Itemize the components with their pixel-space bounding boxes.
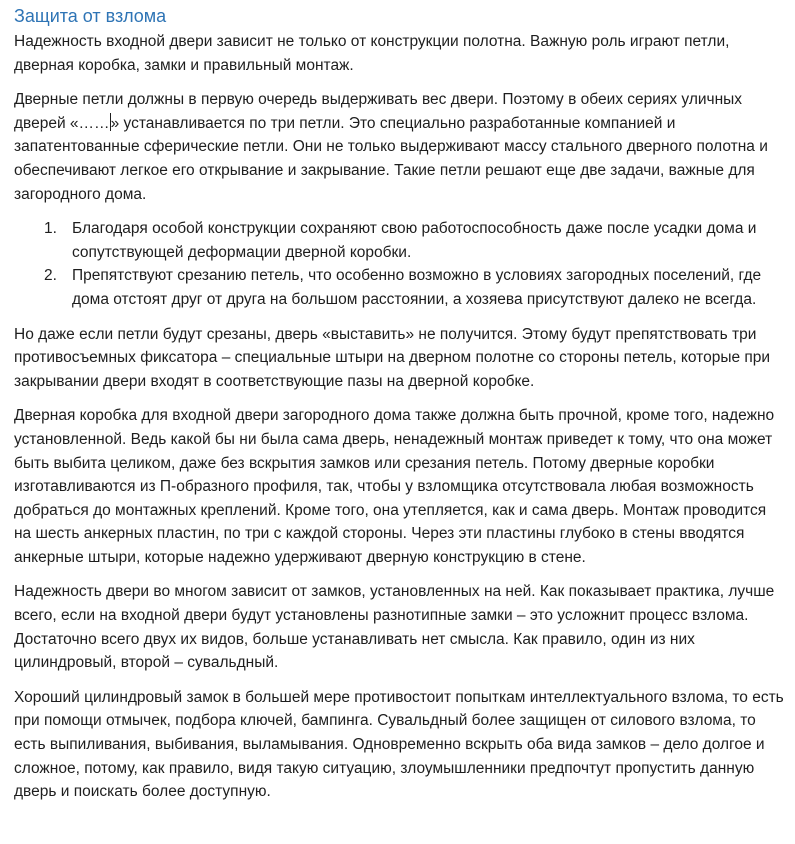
list-item-text: Благодаря особой конструкции сохраняют свою работоспособность даже после усадки дома и сопутствующей деформации дверной коробки. bbox=[72, 220, 757, 261]
list-item bbox=[14, 264, 784, 311]
paragraph-locks: Надежность двери во многом зависит от замков, установленных на ней. Как показывает практика, лучше всего, если на входной двери будут установлены разнотипные замки – это усложнит процесс взлома. Достаточно всего двух их видов, больше устанавливать нет смысла. Как правило, один из них цилиндровый, второй – сувальдный. bbox=[14, 583, 775, 672]
list-item bbox=[14, 217, 784, 264]
list-item-number: 1. bbox=[44, 220, 57, 238]
paragraph-anti-removal: Но даже если петли будут срезаны, дверь «выставить» не получится. Этому будут препятствовать три противосъемных фиксатора – специальные штыри на дверном полотне со стороны петель, которые при закрывании двери входят в соответствующие пазы на дверной коробке. bbox=[14, 325, 771, 390]
numbered-list bbox=[14, 217, 784, 311]
paragraph-lock-types: Хороший цилиндровый замок в большей мере противостоит попыткам интеллектуального взлома, то есть при помощи отмычек, подбора ключей, бампинга. Сувальдный более защищен от силового взлома, то есть выпиливания, выбивания, выламывания. Одновременно вскрыть оба вида замков – дело долгое и сложное, потому, как правило, видя такую ситуацию, злоумышленники предпочтут пропустить данную дверь и поискать более доступную. bbox=[14, 688, 784, 801]
document-body[interactable] bbox=[14, 0, 784, 815]
list-item-number: 2. bbox=[44, 267, 57, 285]
paragraph-hinges bbox=[14, 88, 784, 206]
paragraph-hinges-part2: » устанавливается по три петли. Это специально разработанные компанией и запатентованные сферические петли. Они не только выдерживают массу стального дверного полотна и обеспечивают легкое его открывание и закрывание. Такие петли решают еще две задачи, важные для загородного дома. bbox=[14, 114, 768, 203]
section-heading: Защита от взлома bbox=[14, 6, 167, 26]
list-item-text: Препятствуют срезанию петель, что особенно возможно в условиях загородных поселений, где дома отстоят друг от друга на большом расстоянии, а хозяева присутствуют далеко не всегда. bbox=[72, 267, 762, 308]
paragraph-intro: Надежность входной двери зависит не только от конструкции полотна. Важную роль играют петли, дверная коробка, замки и правильный монтаж. bbox=[14, 33, 730, 74]
paragraph-hinges-part1: Дверные петли должны в первую очередь выдерживать вес двери. Поэтому в обеих сериях уличных дверей «…… bbox=[14, 91, 743, 132]
paragraph-door-frame: Дверная коробка для входной двери загородного дома также должна быть прочной, кроме того, надежно установленной. Ведь какой бы ни была сама дверь, ненадежный монтаж приведет к тому, что она может быть выбита целиком, даже без вскрытия замков или срезания петель. Потому дверные коробки изготавливаются из П-образного профиля, так, чтобы у взломщика отсутствовала любая возможность добраться до монтажных креплений. Кроме того, она утепляется, как и сама дверь. Монтаж проводится на шесть анкерных пластин, по три с каждой стороны. Через эти пластины глубоко в стены вводятся анкерные штыри, которые надежно удерживают дверную конструкцию в стене. bbox=[14, 407, 775, 566]
